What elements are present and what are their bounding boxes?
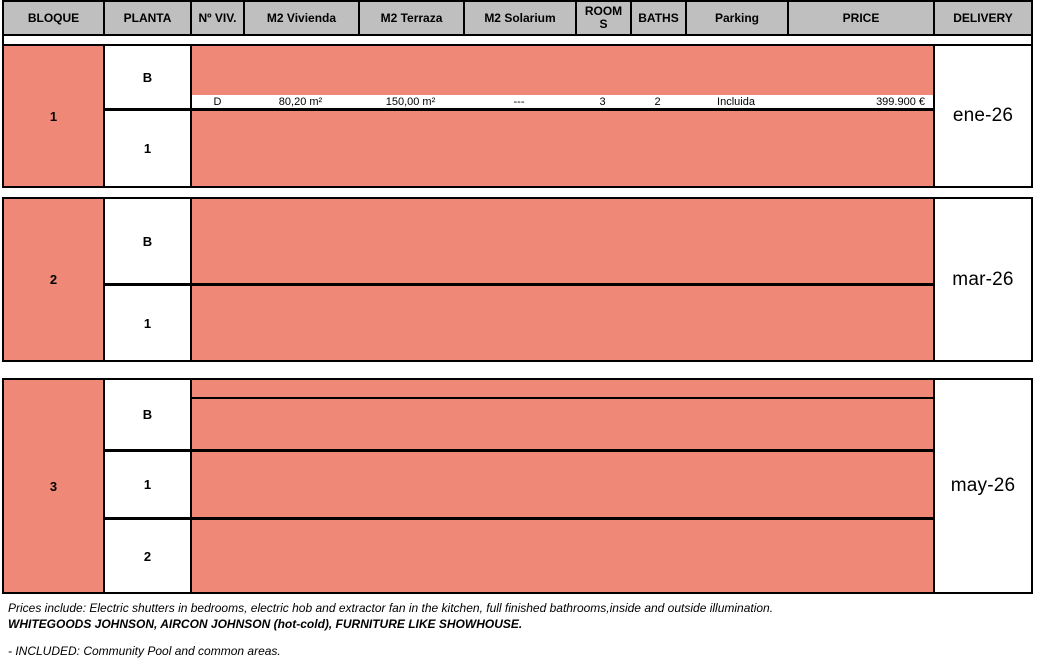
sold-units-band [192,46,933,95]
footer-note-brands: WHITEGOODS JOHNSON, AIRCON JOHNSON (hot-cold), FURNITURE LIKE SHOWHOUSE. [8,617,523,631]
block-3 [2,378,1033,594]
header-cell-rooms: ROOMS [575,2,630,34]
block-1-units-area [190,46,933,186]
available-unit-row [192,95,933,111]
header-cell-m2-solarium: M2 Solarium [463,2,575,34]
header-cell-delivery: DELIVERY [933,2,1031,34]
block-2-planta-1: 1 [105,286,190,360]
block-2 [2,197,1033,362]
block-1-bloque-cell: 1 [4,46,103,186]
header-row [2,0,1033,36]
block-2-units-area [190,199,933,360]
sold-units-band [192,199,933,286]
footer-note-included: - INCLUDED: Community Pool and common areas. [8,644,281,658]
block-3-units-area [190,380,933,592]
header-cell-price: PRICE [787,2,933,34]
footer-note-prices-include: Prices include: Electric shutters in bedrooms, electric hob and extractor fan in the kitchen, full finished bathrooms,inside and outside illumination. [8,601,774,615]
unit-m2-vivienda: 80,20 m² [278,95,323,108]
block-2-bloque-cell: 2 [4,199,103,360]
unit-viv: D [213,95,222,108]
unit-m2-terraza: 150,00 m² [385,95,436,108]
unit-parking: Incluida [717,95,755,108]
header-cell-planta: PLANTA [103,2,190,34]
unit-baths: 2 [654,95,661,108]
block-1-planta-column [103,46,190,186]
block-3-planta-1: 1 [105,452,190,520]
block-3-delivery-cell: may-26 [933,380,1031,592]
block-2-planta-b: B [105,199,190,286]
block-2-delivery-cell: mar-26 [933,199,1031,360]
sold-units-band [192,520,933,592]
header-gap [2,36,1033,44]
header-cell-m2-terraza: M2 Terraza [358,2,463,34]
sold-units-band [192,452,933,520]
sold-units-band [192,399,933,452]
header-cell-parking: Parking [685,2,787,34]
block-1-delivery-cell: ene-26 [933,46,1031,186]
sold-units-band [192,380,933,399]
block-3-bloque-cell: 3 [4,380,103,592]
block-3-planta-2: 2 [105,520,190,592]
header-cell-bloque: BLOQUE [4,2,103,34]
sold-units-band [192,286,933,360]
header-cell-m2-vivienda: M2 Vivienda [243,2,358,34]
block-1 [2,44,1033,188]
block-1-planta-1: 1 [105,111,190,186]
block-1-planta-b: B [105,46,190,111]
unit-m2-solarium: --- [513,95,525,108]
block-3-planta-b: B [105,380,190,452]
unit-rooms: 3 [599,95,606,108]
block-2-planta-column [103,199,190,360]
unit-price: 399.900 € [876,95,925,108]
sold-units-band [192,111,933,186]
block-3-planta-column [103,380,190,592]
header-cell-baths: BATHS [630,2,685,34]
header-cell-num-viv: Nº VIV. [190,2,243,34]
